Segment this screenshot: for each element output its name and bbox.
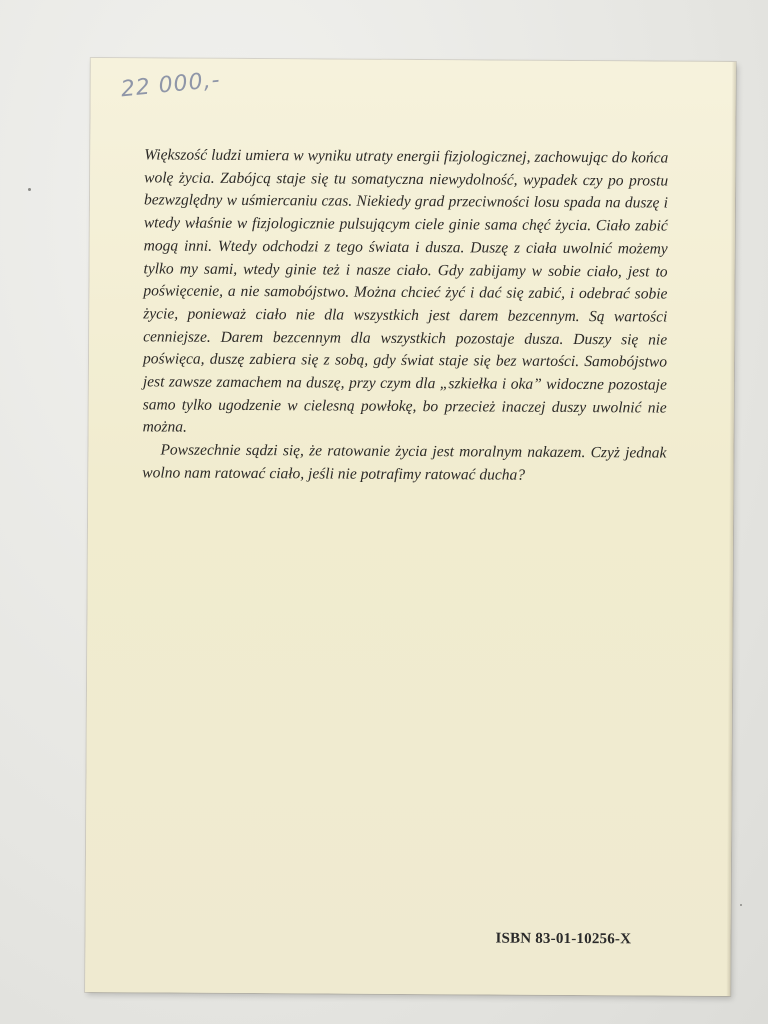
book-back-cover	[85, 58, 736, 996]
table-speck	[28, 188, 31, 191]
isbn-number: ISBN 83-01-10256-X	[495, 930, 632, 948]
blurb-text	[142, 144, 668, 488]
blurb-paragraph-1: Większość ludzi umiera w wyniku utraty energii fizjologicznej, zachowując do końca wolę życia. Zabójcą staje się tu somatyczna niewydolność, wypadek czy po prostu bezwzględny w uśmiercaniu czas. Niekiedy grad przeciwności losu spada na duszę i wtedy właśnie w fizjologicznie pulsującym ciele ginie sama chęć życia. Ciało zabić mogą inni. Wtedy odchodzi z tego świata i dusza. Duszę z ciała uwolnić możemy tylko my sami, wtedy ginie też i nasze ciało. Gdy zabijamy w sobie ciało, jest to poświęcenie, a nie samobójstwo. Można chcieć żyć i dać się zabić, i odebrać sobie życie, ponieważ ciało nie dla wszystkich jest darem bezcennym. Są wartości cenniejsze. Darem bezcennym dla wszystkich pozostaje dusza. Duszy się nie poświęca, duszę zabiera się z sobą, gdy świat staje się bez wartości. Samobójstwo jest zawsze zamachem na duszę, przy czym dla „szkiełka i oka” widoczne pozostaje samo tylko ugodzenie w cielesną powłokę, bo przecież inaczej duszy uwolnić nie można.	[142, 146, 669, 437]
handwritten-price: 22 000,-	[119, 67, 222, 103]
table-speck	[740, 904, 742, 906]
blurb-paragraph-2: Powszechnie sądzi się, że ratowanie życia jest moralnym nakazem. Czyż jednak wolno nam ratować ciało, jeśli nie potrafimy ratować ducha?	[142, 441, 667, 484]
